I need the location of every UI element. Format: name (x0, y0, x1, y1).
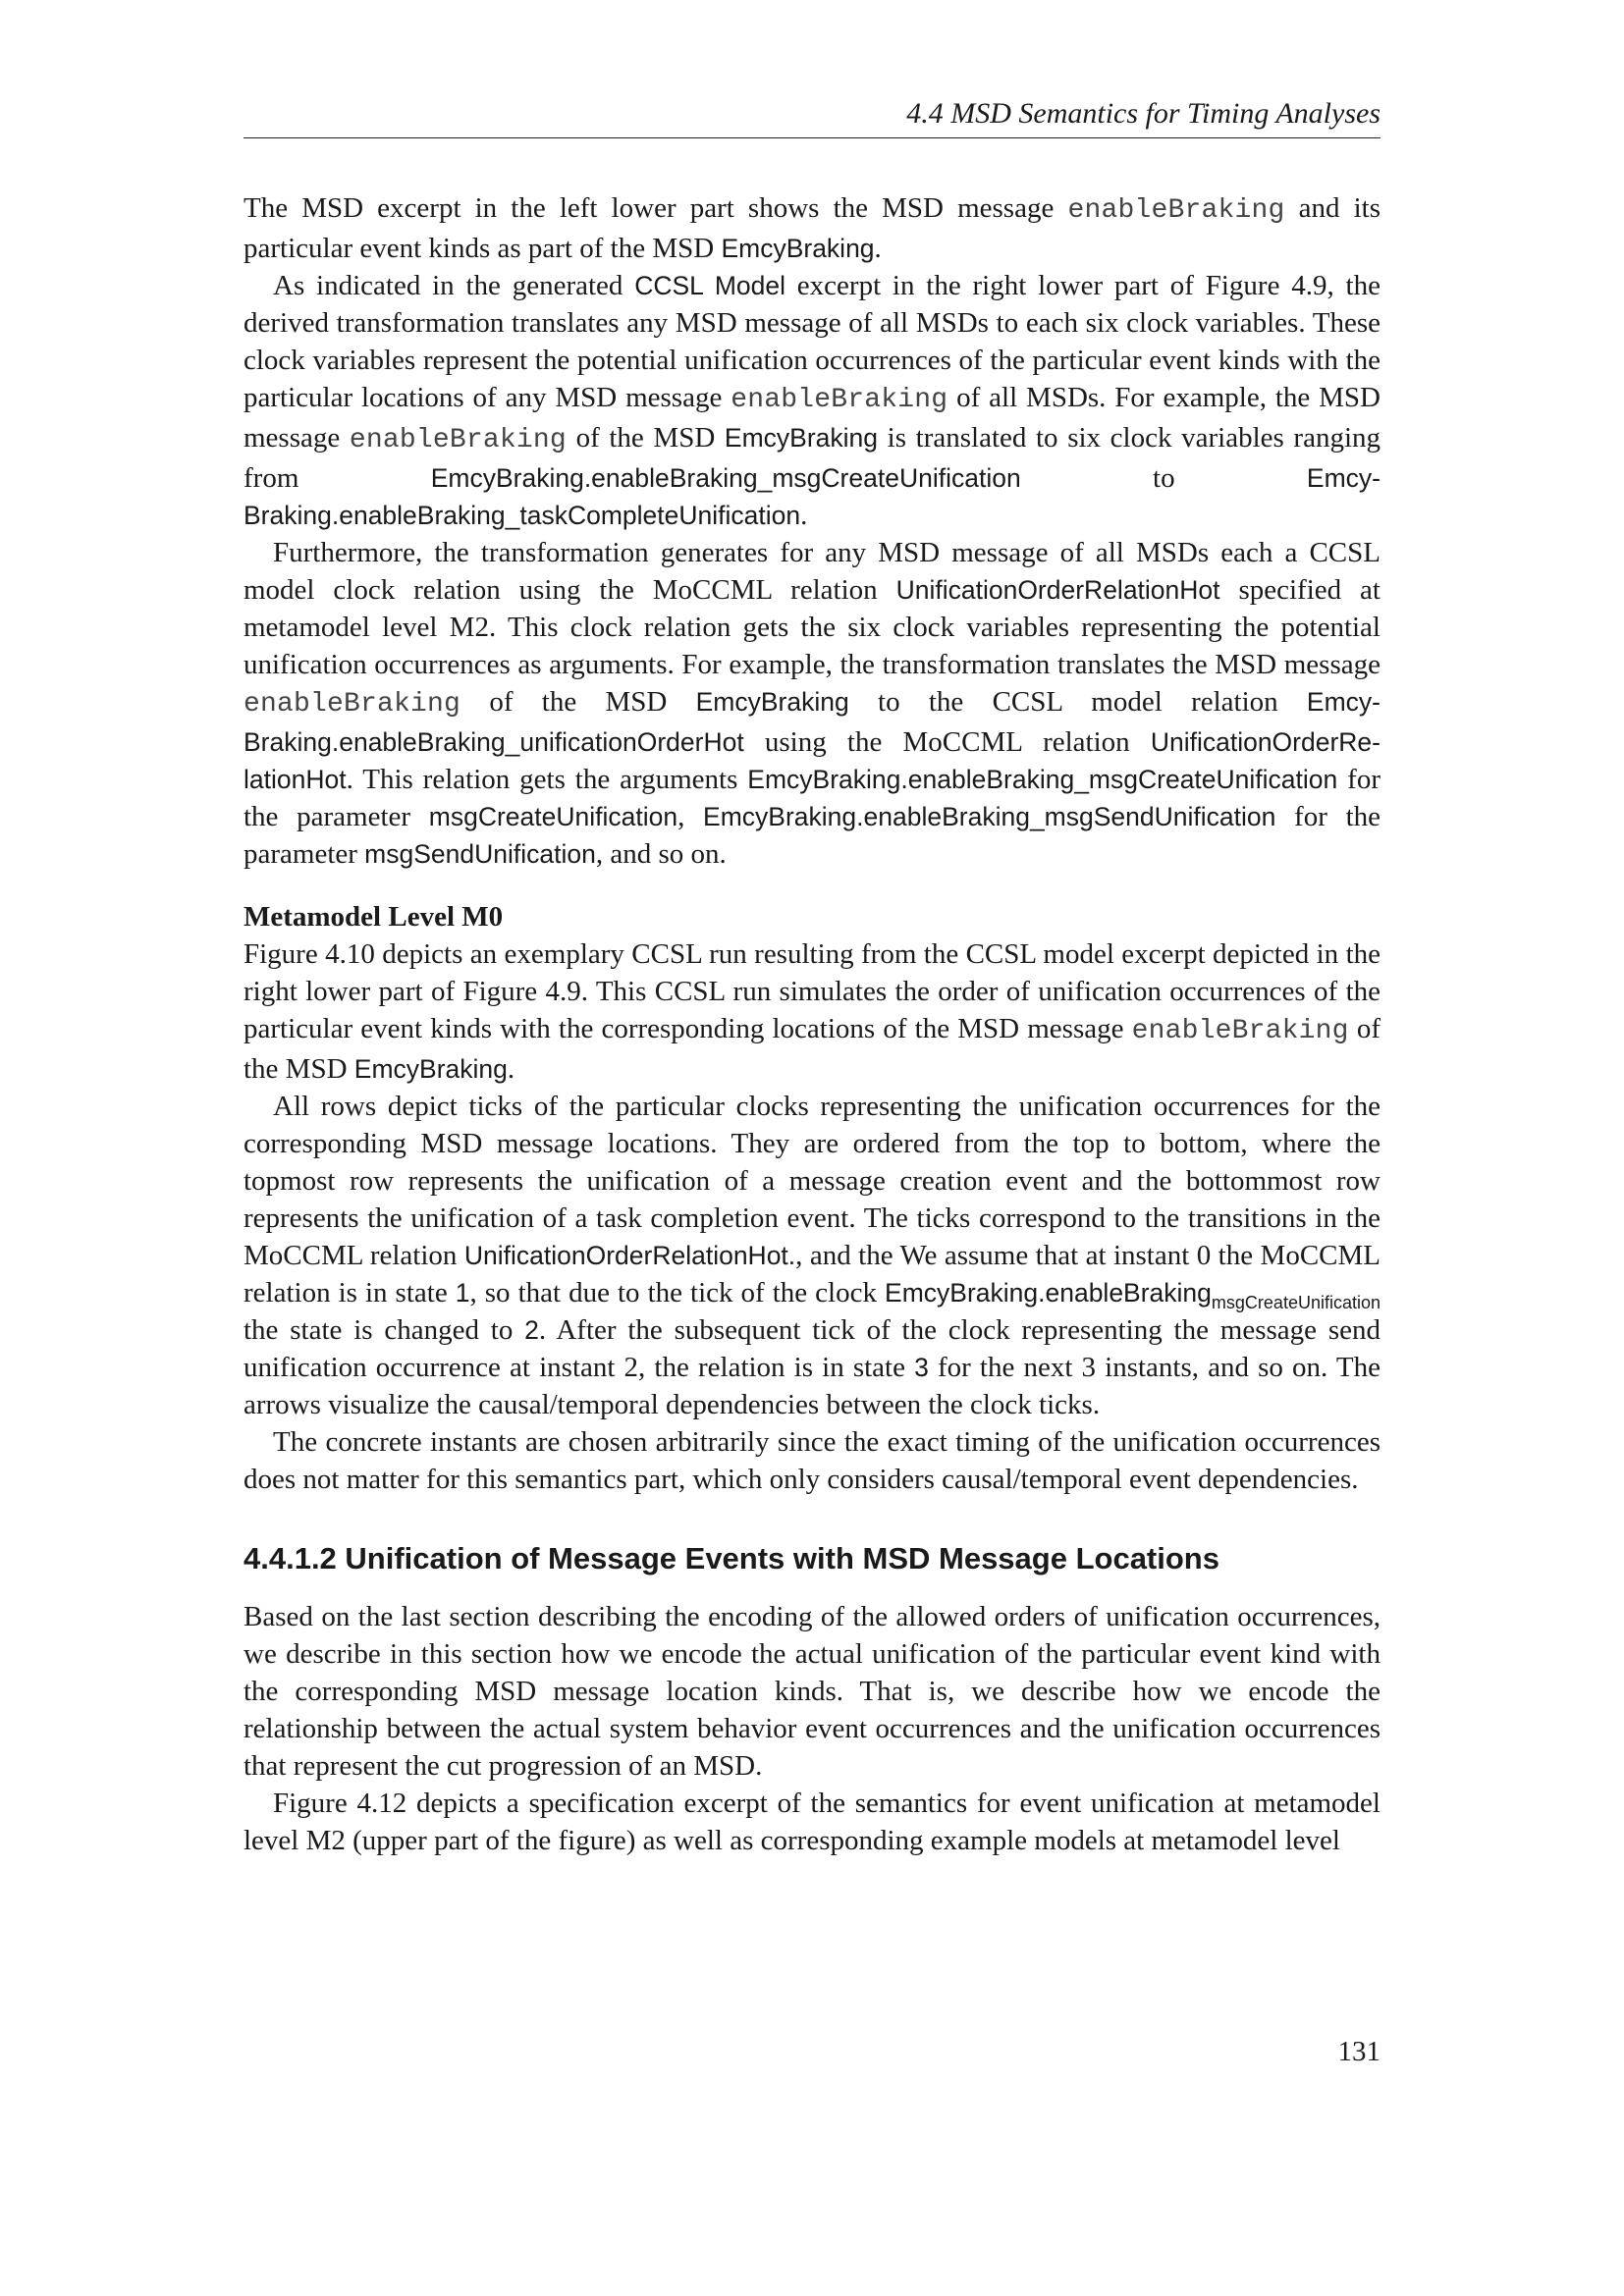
text-run: As indicated in the generated (273, 270, 635, 301)
identifier-param: msgSendUnification (364, 839, 596, 869)
text-run: , and the We assume that at instant 0 the MoCCML relation is in state (244, 1240, 1381, 1308)
text-run: The concrete instants are chosen arbitrarily since the exact timing of the unification occurrences does not matter for this semantics part, which only considers causal/temporal event dependencies. (244, 1426, 1380, 1495)
paragraph-figure-4-12 (244, 1785, 1380, 1859)
text-run: for the parameter (244, 764, 1380, 832)
paragraph-concrete-instants (244, 1423, 1380, 1498)
identifier-clock-taskcomplete: EmcyBraking.enableBraking_taskCompleteUnification (244, 463, 1380, 530)
identifier-clock-msgcreate: EmcyBraking.enableBraking_msgCreateUnification (430, 463, 1021, 493)
subscript: msgCreateUnification (1211, 1293, 1380, 1312)
paragraph-clock-relation (244, 534, 1380, 873)
identifier-state: 2 (524, 1315, 539, 1345)
identifier-relation: UnificationOrderRelationHot. (463, 1241, 796, 1270)
running-head: 4.4 MSD Semantics for Timing Analyses (906, 97, 1380, 130)
text-run: , so that due to the tick of the clock (469, 1277, 886, 1308)
code-enablebraking: enableBraking (244, 689, 461, 720)
text-run: Furthermore, the transformation generates for any MSD message of all MSDs each a CCSL model clock relation using the MoCCML relation (244, 537, 1380, 606)
code-enablebraking: enableBraking (731, 385, 948, 415)
text-run: and its particular event kinds as part of the MSD (244, 192, 1381, 264)
text-run: . This relation gets the arguments (346, 764, 748, 795)
header-rule (244, 137, 1380, 138)
text-run: , (677, 801, 704, 832)
identifier-clock-subscripted (885, 1278, 1380, 1312)
code-enablebraking: enableBraking (349, 425, 567, 455)
text-run: Figure 4.12 depicts a specification excerpt of the semantics for event unification at metamodel level M2 (upper part of the figure) as well as corresponding example models at metamodel level (244, 1788, 1380, 1856)
identifier-emcybraking: EmcyBraking (695, 687, 849, 717)
paragraph-ccsl-run (244, 935, 1380, 1088)
text-run: for the parameter (244, 801, 1381, 870)
identifier-emcybraking: EmcyBraking (353, 1054, 508, 1084)
text-run: to (1020, 462, 1307, 494)
text-run: Based on the last section describing the encoding of the allowed orders of unification occurrences, we describe in this section how we encode the actual unification of the particular event kind with the corresponding MSD message location kinds. That is, we describe how we encode the relationship between the actual system behavior event occurrences and the unification occurrences that represent the cut progression of an MSD. (244, 1601, 1380, 1782)
identifier-relation: UnificationOrderRelationHot (244, 727, 1380, 794)
identifier-state: 3 (914, 1353, 929, 1382)
identifier-ccsl-model: CCSL Model (634, 271, 785, 300)
text-run: All rows depict ticks of the particular clocks representing the unification occurrences for the corresponding MSD message locations. They are ordered from the top to bottom, where the topmost row represents the unification of a message creation event and the bottommost row represents the unification of a task completion event. The ticks correspond to the transitions in the MoCCML relation (244, 1091, 1380, 1271)
text-run: to the CCSL model relation (848, 686, 1307, 718)
text-run: , and so on. (595, 838, 727, 870)
code-enablebraking: enableBraking (1131, 1016, 1349, 1046)
text-run: Figure 4.10 depicts an exemplary CCSL run resulting from the CCSL model excerpt depicted in the right lower part of Figure 4.9. This CCSL run simulates the order of unification occurrences of the particular event kinds with the corresponding locations of the MSD message (244, 938, 1380, 1044)
identifier-state: 1 (455, 1278, 470, 1308)
code-enablebraking: enableBraking (1067, 195, 1285, 226)
section-heading: 4.4.1.2 Unification of Message Events with MSD Message Locations (244, 1541, 1219, 1575)
text-run: the state is changed to (244, 1314, 525, 1346)
identifier-clock-msgcreate: EmcyBraking.enableBraking_msgCreateUnification (747, 765, 1338, 794)
text-run: . (874, 233, 882, 264)
text-run: The MSD excerpt in the left lower part shows the MSD message (244, 192, 1068, 224)
identifier-emcybraking: EmcyBraking (724, 423, 879, 453)
text-run: of all MSDs. For example, the MSD message (244, 382, 1380, 454)
paragraph-ccsl-model (244, 267, 1380, 534)
text-run: EmcyBraking.enableBraking (885, 1278, 1212, 1308)
identifier-emcybraking: EmcyBraking (721, 234, 875, 263)
text-run: specified at metamodel level M2. This clock relation gets the six clock variables representing the potential unification occurrences as arguments. For example, the transformation translates the MSD message (244, 574, 1380, 680)
page-number: 131 (1337, 2036, 1380, 2067)
text-run: using the MoCCML relation (743, 726, 1151, 758)
text-run: . (800, 500, 808, 531)
identifier-param: msgCreateUnification (428, 802, 678, 831)
text-run: of the MSD (244, 1013, 1380, 1085)
paragraph-unification-intro (244, 1598, 1380, 1785)
text-run: excerpt in the right lower part of Figure 4.9, the derived transformation translates any MSD message of all MSDs to each six clock variables. These clock variables represent the potential unification occurrences of the particular event kinds with the particular locations of any MSD message (244, 270, 1380, 413)
text-run: . After the subsequent tick of the clock representing the message send unification occurrence at instant 2, the relation is in state (244, 1314, 1380, 1383)
identifier-relation: UnificationOrderRelationHot (895, 575, 1220, 605)
text-run: of the MSD (460, 686, 696, 718)
text-run: of the MSD (566, 422, 725, 454)
body-text (244, 189, 1380, 1859)
identifier-relation-hot: EmcyBraking.enableBraking_unificationOrderHot (244, 687, 1380, 757)
paragraph-msd-excerpt (244, 189, 1380, 267)
text-run: is translated to six clock variables ranging from (244, 422, 1380, 494)
identifier-clock-msgsend: EmcyBraking.enableBraking_msgSendUnification (703, 802, 1276, 831)
paragraph-heading-m0: Metamodel Level M0 (244, 901, 504, 933)
text-run: for the next 3 instants, and so on. The arrows visualize the causal/temporal dependencies between the clock ticks. (244, 1352, 1380, 1420)
text-run: . (507, 1053, 515, 1085)
paragraph-rows-ticks (244, 1088, 1380, 1423)
